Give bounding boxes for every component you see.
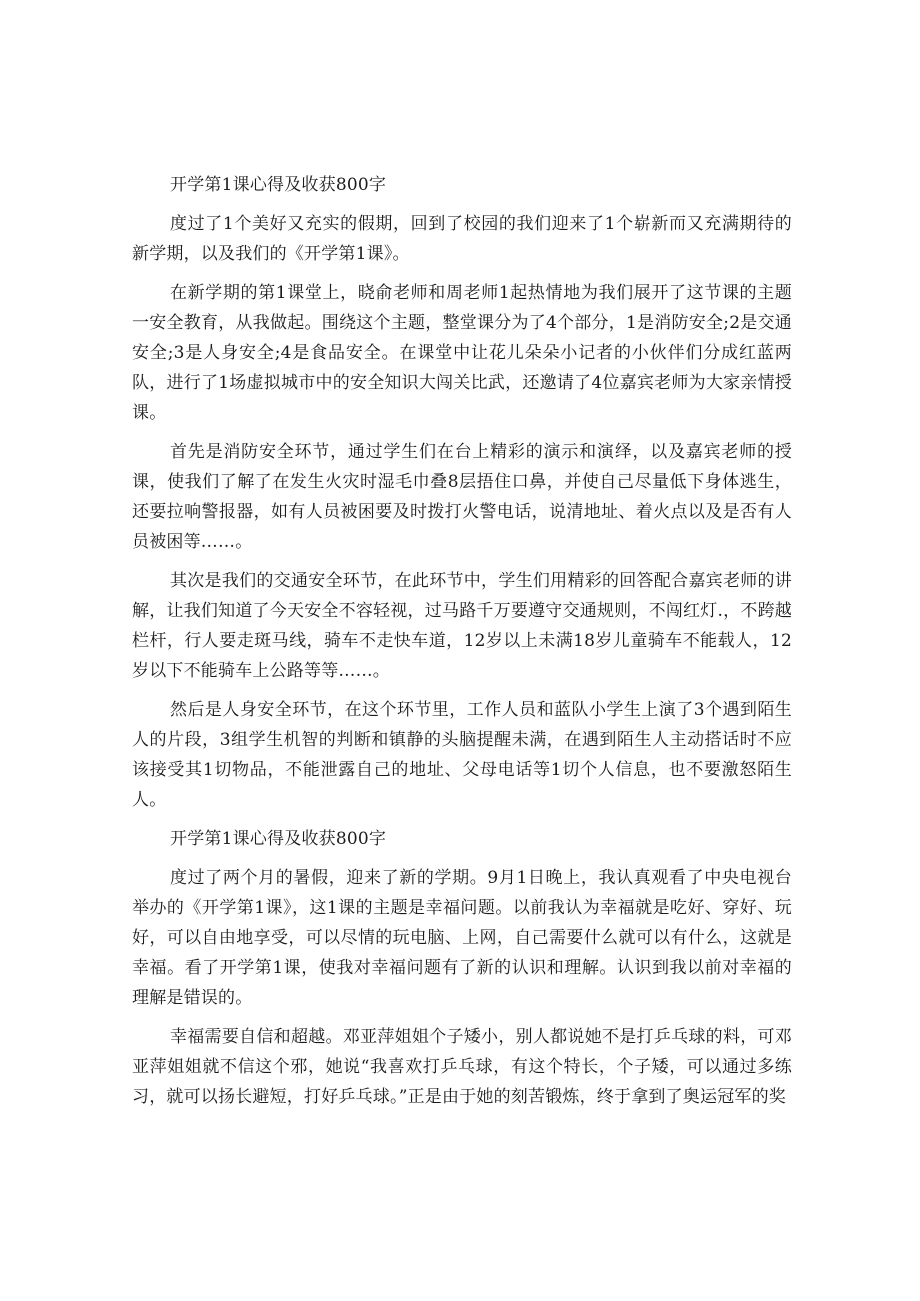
paragraph: 在新学期的第1课堂上，晓俞老师和周老师1起热情地为我们展开了这节课的主题一安全教育，从我做起。围绕这个主题，整堂课分为了4个部分，1是消防安全;2是交通安全;3是人身安全;4是食品安全。在课堂中让花儿朵朵小记者的小伙伴们分成红蓝两队，进行了1场虚拟城市中的安全知识大闯关比武，还邀请了4位嘉宾老师为大家亲情授课。: [132, 283, 792, 423]
paragraph: 其次是我们的交通安全环节，在此环节中，学生们用精彩的回答配合嘉宾老师的讲解，让我们知道了今天安全不容轻视，过马路千万要遵守交通规则，不闯红灯.，不跨越栏杆，行人要走斑马线，骑车不走快车道，12岁以上未满18岁儿童骑车不能载人，12岁以下不能骑车上公路等等……。: [132, 571, 792, 681]
document-body: [132, 170, 792, 1121]
paragraph: 然后是人身安全环节，在这个环节里，工作人员和蓝队小学生上演了3个遇到陌生人的片段，3组学生机智的判断和镇静的头脑提醒未满，在遇到陌生人主动搭话时不应该接受其1切物品，不能泄露自己的地址、父母电话等1切个人信息，也不要激怒陌生人。: [132, 700, 792, 810]
paragraph: 度过了两个月的暑假，迎来了新的学期。9月1日晚上，我认真观看了中央电视台举办的《开学第1课》，这1课的主题是幸福问题。以前我认为幸福就是吃好、穿好、玩好，可以自由地享受，可以尽情的玩电脑、上网，自己需要什么就可以有什么，这就是幸福。看了开学第1课，使我对幸福问题有了新的认识和理解。认识到我以前对幸福的理解是错误的。: [132, 868, 792, 1008]
section-heading: 开学第1课心得及收获800字: [170, 175, 387, 195]
paragraph: 度过了1个美好又充实的假期，回到了校园的我们迎来了1个崭新而又充满期待的新学期，以及我们的《开学第1课》。: [132, 214, 792, 264]
paragraph: 幸福需要自信和超越。邓亚萍姐姐个子矮小，别人都说她不是打乒乓球的料，可邓亚萍姐姐就不信这个邪，她说“我喜欢打乒乓球，有这个特长，个子矮，可以通过多练习，就可以扬长避短，打好乒乓球。”正是由于她的刻苦锻炼，终于拿到了奥运冠军的奖: [132, 1027, 792, 1107]
paragraph: 首先是消防安全环节，通过学生们在台上精彩的演示和演绎，以及嘉宾老师的授课，使我们了解了在发生火灾时湿毛巾叠8层捂住口鼻，并使自己尽量低下身体逃生，还要拉响警报器，如有人员被困要及时拨打火警电话，说清地址、着火点以及是否有人员被困等……。: [132, 442, 792, 552]
section-heading: 开学第1课心得及收获800字: [170, 829, 387, 849]
